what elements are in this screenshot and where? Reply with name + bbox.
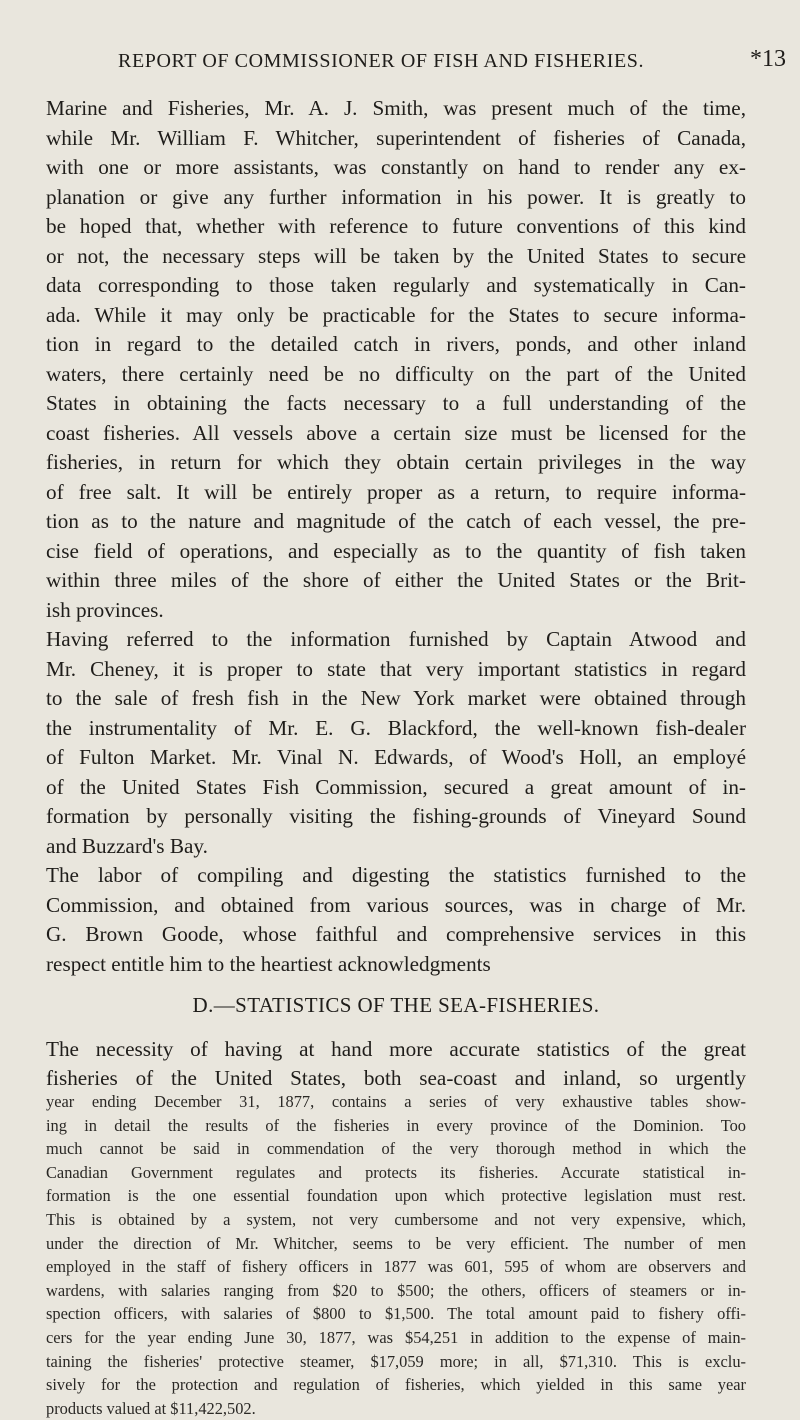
- paragraph-2: [46, 625, 746, 861]
- text-line: Commission, and obtained from various sources, was in charge of Mr.: [46, 892, 746, 917]
- text-line: taining the fisheries' protective steamer, $17,059 more; in all, $71,310. This is exclu-: [46, 1351, 746, 1371]
- text-line: Marine and Fisheries, Mr. A. J. Smith, was present much of the time,: [46, 96, 746, 120]
- text-line: formation by personally visiting the fishing-grounds of Vineyard Sound: [46, 804, 746, 828]
- text-line: coast fisheries. All vessels above a certain size must be licensed for the: [46, 420, 746, 445]
- text-line: within three miles of the shore of either the United States or the Brit-: [46, 568, 746, 592]
- running-title: REPORT OF COMMISSIONER OF FISH AND FISHERIES.: [118, 50, 645, 72]
- text-line: G. Brown Goode, whose faithful and comprehensive services in this: [46, 922, 746, 946]
- text-line: respect entitle him to the heartiest acknowledgments: [46, 951, 491, 976]
- text-line: Canadian Government regulates and protects its fisheries. Accurate statistical in-: [46, 1162, 746, 1182]
- text-line: Having referred to the information furnished by Captain Atwood and: [46, 627, 746, 651]
- text-line: ish provinces.: [46, 597, 164, 622]
- text-line: under the direction of Mr. Whitcher, seems to be very efficient. The number of men: [46, 1233, 746, 1253]
- text-line: and Buzzard's Bay.: [46, 833, 208, 858]
- text-line: ada. While it may only be practicable for the States to secure informa-: [46, 302, 746, 327]
- paragraph-1: [46, 94, 746, 625]
- text-line: Mr. Cheney, it is proper to state that very important statistics in regard: [46, 656, 746, 681]
- text-line: This is obtained by a system, not very cumbersome and not very expensive, which,: [46, 1209, 746, 1229]
- page-number: *13: [750, 46, 786, 72]
- text-line: products valued at $11,422,502.: [46, 1398, 256, 1418]
- text-line: of the United States Fish Commission, secured a great amount of in-: [46, 774, 746, 799]
- paragraph-4: [46, 1035, 746, 1094]
- text-line: spection officers, with salaries of $800 to $1,500. The total amount paid to fishery offi-: [46, 1304, 746, 1324]
- text-line: to the sale of fresh fish in the New York market were obtained through: [46, 686, 746, 710]
- text-line: of Fulton Market. Mr. Vinal N. Edwards, of Wood's Holl, an employé: [46, 745, 746, 769]
- text-line: States in obtaining the facts necessary to a full understanding of the: [46, 391, 746, 415]
- text-line: tion in regard to the detailed catch in rivers, ponds, and other inland: [46, 332, 746, 356]
- text-line: data corresponding to those taken regularly and systematically in Can-: [46, 273, 746, 297]
- body-text: [46, 94, 746, 1094]
- section-heading: D.—STATISTICS OF THE SEA-FISHERIES.: [192, 993, 600, 1017]
- text-line: ing in detail the results of the fisheries in every province of the Dominion. Too: [46, 1115, 746, 1135]
- text-line: planation or give any further information in his power. It is greatly to: [46, 184, 746, 209]
- text-line: The necessity of having at hand more accurate statistics of the great: [46, 1036, 746, 1061]
- text-line: waters, there certainly need be no difficulty on the part of the United: [46, 361, 746, 386]
- text-line: year ending December 31, 1877, contains a series of very exhaustive tables show-: [46, 1092, 746, 1111]
- text-line: employed in the staff of fishery officers in 1877 was 601, 595 of whom are observers and: [46, 1257, 746, 1277]
- text-line: or not, the necessary steps will be taken by the United States to secure: [46, 243, 746, 268]
- text-line: The labor of compiling and digesting the statistics furnished to the: [46, 863, 746, 887]
- text-line: be hoped that, whether with reference to future conventions of this kind: [46, 214, 746, 238]
- paragraph-3: [46, 861, 746, 979]
- text-line: fisheries of the United States, both sea-coast and inland, so urgently: [46, 1066, 746, 1090]
- text-line: tion as to the nature and magnitude of the catch of each vessel, the pre-: [46, 509, 746, 533]
- footnote: [46, 1090, 746, 1420]
- text-line: cise field of operations, and especially as to the quantity of fish taken: [46, 538, 746, 563]
- page-header: [0, 46, 800, 80]
- text-line: formation is the one essential foundation upon which protective legislation must rest.: [46, 1186, 746, 1206]
- text-line: wardens, with salaries ranging from $20 to $500; the others, officers of steamers or in-: [46, 1280, 746, 1300]
- text-line: fisheries, in return for which they obtain certain privileges in the way: [46, 450, 746, 474]
- text-line: sively for the protection and regulation of fisheries, which yielded in this same year: [46, 1375, 746, 1395]
- text-line: with one or more assistants, was constantly on hand to render any ex-: [46, 155, 746, 179]
- text-line: much cannot be said in commendation of the very thorough method in which the: [46, 1139, 746, 1159]
- text-line: while Mr. William F. Whitcher, superintendent of fisheries of Canada,: [46, 125, 746, 150]
- text-line: cers for the year ending June 30, 1877, was $54,251 in addition to the expense of main-: [46, 1327, 746, 1347]
- text-line: the instrumentality of Mr. E. G. Blackford, the well-known fish-dealer: [46, 715, 746, 740]
- text-line: of free salt. It will be entirely proper as a return, to require informa-: [46, 479, 746, 504]
